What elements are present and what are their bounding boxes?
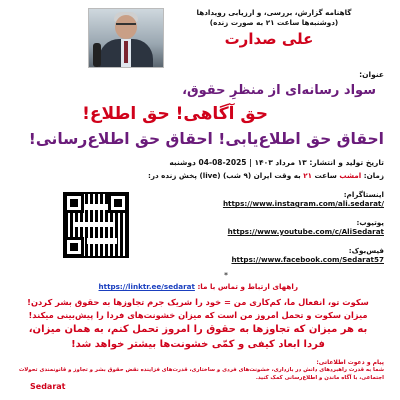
title-line-1: سواد رسانه‌ای از منظرِ حقوق، <box>182 83 376 98</box>
facebook-label: فیس‌بوک: <box>348 246 384 255</box>
youtube-url[interactable]: https://www.youtube.com/c/AliSedarat <box>227 227 384 236</box>
time-after: به وقت ایران (۹ شب) (live) پخش زنده در: <box>147 171 304 180</box>
facebook-url[interactable]: https://www.facebook.com/Sedarat57 <box>231 255 384 264</box>
qr-code[interactable] <box>63 192 129 258</box>
footer-title: پیام و دعوت اطلاعاتی: <box>316 359 384 366</box>
slogan-line-1: سکوت تو، انفعال ما، کم‌کاری من = خود را شریک جرم تجاوزها به حقوق بشر کردن! <box>27 297 369 307</box>
youtube-label: یوتیوب: <box>356 218 384 227</box>
time-before: زمان: <box>361 171 384 180</box>
instagram-url[interactable]: https://www.instagram.com/ali.sedarat/ <box>222 199 384 208</box>
slogan-line-4: فردا ابعاد کیفی و کمّی خشونت‌ها بیشتر خواهد شد! <box>71 339 325 350</box>
author-name: علی صدارت <box>224 30 314 48</box>
time-middle: ساعت <box>312 171 340 180</box>
footer-text: شما به قدرت راهبردهای دانش در بازداری، خشونت‌های فردی و ساختاری، قدرت‌های فزاینده نقض حقوق بشر و تجاوز و قانونمندی تحولات اجتماعی، با آگاه ماندن و اطلاع‌رسانی کمک کنید. <box>18 367 384 381</box>
instagram-link-block <box>223 190 384 208</box>
instagram-label: اینستاگرام: <box>343 190 384 199</box>
contact-label: راههای ارتباط و تماس با ما: <box>197 282 298 291</box>
time-tonight: امشب <box>339 171 362 180</box>
signature: Sedarat <box>30 382 66 391</box>
facebook-link-block <box>231 246 384 264</box>
youtube-link-block <box>228 218 384 236</box>
speaker-photo <box>88 8 164 68</box>
title-label: عنوان: <box>359 70 384 79</box>
slogan-block <box>12 296 384 352</box>
linktree-url[interactable]: https://linktr.ee/sedarat <box>98 282 195 291</box>
contact-line <box>99 282 298 291</box>
time-line <box>148 171 384 180</box>
slogan-line-2: میزان سکوت و تحمل امروز من است که میزان خشونت‌های فردا را پیش‌بینی میکند! <box>28 310 368 320</box>
slogan-line-3: به هر میزان که تجاوزها به حقوق را امروز تحمل کنم، به همان میزان، <box>28 324 368 335</box>
date-line: تاریخ تولید و انتشار: ۱۳ مرداد ۱۴۰۳ | 2025-08-04 دوشنبه <box>169 158 384 167</box>
publication-header <box>164 8 384 28</box>
document-page <box>8 4 388 396</box>
title-line-3: احقاق حق اطلاع‌یابی! احقاق حق اطلاع‌رسانی! <box>28 130 384 148</box>
time-hour: ۲۱ <box>303 171 313 180</box>
header-line-2: (دوشنبه‌ها ساعت ۲۱ به صورت زنده) <box>209 18 339 27</box>
title-line-2: حق آگاهی! حق اطلاع! <box>82 104 268 124</box>
header-line-1: گاهنامه گزارش، بررسی، و ارزیابی رویدادها <box>196 8 352 17</box>
separator-star: * <box>224 271 228 280</box>
